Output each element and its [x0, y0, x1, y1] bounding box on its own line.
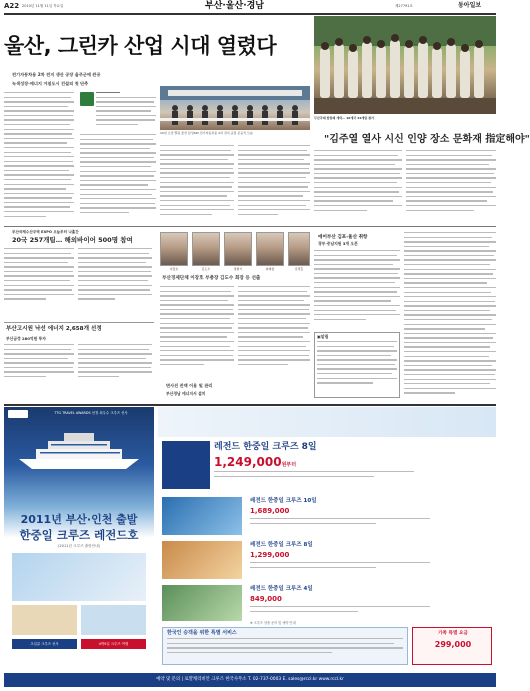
service-details — [167, 638, 403, 664]
lead-photo — [160, 86, 310, 130]
issue-date: 2010년 11월 11일 목요일 — [22, 4, 64, 8]
energy-body-col2 — [78, 344, 152, 392]
route2-price: 1,299,000 — [250, 551, 290, 559]
cruise-title-line2: 한중일 크루즈 레전드호 — [19, 528, 139, 542]
family-offer-title: 가족 특별 요금 — [438, 631, 468, 636]
airline-subheadline: 경부·중남지원 3개 오픈 — [318, 241, 358, 246]
award-text: TTG TRAVEL AWARDS 선정 최우수 크루즈 선사 — [54, 411, 128, 415]
cruise-ship-graphic — [14, 421, 144, 471]
economy-body-col1 — [160, 286, 234, 380]
energy-headline: 부산고시원 낙선 에너지 2,658개 선정 — [6, 326, 102, 332]
cruise-ad-left — [4, 407, 154, 669]
expo-body-col1 — [4, 248, 74, 318]
route1-title: 레전드 한중일 크루즈 10일 — [250, 498, 317, 504]
ad-top-banner — [158, 407, 496, 437]
ad-main-details — [214, 471, 414, 487]
route1-photo — [162, 497, 242, 535]
economy-body-col2 — [238, 286, 310, 380]
portrait-1 — [160, 232, 188, 266]
energy-body-col1 — [4, 344, 74, 392]
battery-graphic — [80, 92, 94, 106]
route1-price: 1,689,000 — [250, 507, 290, 515]
route1-details — [250, 518, 430, 534]
ad-note: ※ 크루즈 상품 문의 및 예약 안내 — [250, 621, 296, 625]
route3-price: 849,000 — [250, 595, 282, 603]
portrait-name-5: 강경흥 — [294, 267, 304, 271]
portrait-2 — [192, 232, 220, 266]
expo-kicker: 부산국제수산무역 EXPO 오늘부터 나흘간 — [12, 230, 79, 234]
notices-box — [314, 332, 400, 398]
route3-title: 레전드 한중일 크루즈 4일 — [250, 586, 313, 592]
inset-text — [96, 92, 156, 132]
service-panel — [162, 627, 408, 665]
route2-details — [250, 562, 430, 578]
lead-photo-caption: 10일 오전 열린 울산 삼성SDI 전기자동차용 2차 전지 공장 준공식 모습 — [160, 131, 253, 135]
energy-subheadline: 부산금정 280억원 투자 — [6, 336, 46, 341]
airline-headline: 에어부산 김포-울산 취항 — [318, 235, 368, 240]
choir-photo — [314, 16, 496, 114]
lead-divider — [4, 226, 496, 227]
ad-logo-panel — [162, 441, 210, 489]
lead-body-col4 — [238, 145, 310, 223]
family-offer-price: 299,000 — [434, 640, 472, 649]
masthead-rule — [4, 13, 496, 15]
route3-photo — [162, 585, 242, 621]
expo-body-col2 — [78, 248, 152, 318]
lead-body-col1 — [4, 92, 74, 222]
cruise-map-photo — [12, 553, 146, 601]
ad-footer-text: 예약 및 문의 | 로얄캐리비안 크루즈 한국사무소 T. 02-737-0003 E. sales@rccl.kr www.rccl.kr — [156, 677, 344, 682]
service-title: 한국인 승객을 위한 특별 서비스 — [167, 630, 237, 636]
quote-body-col1 — [314, 150, 402, 222]
cruise-deck-photo — [81, 605, 146, 635]
ad-main-price — [214, 455, 296, 472]
cruise-ad-right — [158, 407, 496, 669]
route2-photo — [162, 541, 242, 579]
lead-subheadline-2: 녹색성장·에너지 거점도시 건설의 첫 단추 — [12, 81, 89, 86]
ad-footer-bar — [4, 673, 496, 687]
cruise-badge-2: 4박5일 크루즈 여행 — [81, 639, 146, 649]
notices-heading: ▣알림 — [317, 334, 329, 339]
choir-photo-caption — [314, 116, 496, 130]
center2-subheadline: 부산경남 에너지서 설치 — [166, 391, 206, 396]
choir-caption-title: 무산국제 합창제 개막… 16개국 42개팀 참가 — [314, 116, 375, 120]
family-offer-panel — [412, 627, 492, 665]
portrait-name-3: 정현기 — [233, 267, 243, 271]
lead-headline: 울산, 그린카 산업 시대 열렸다 — [4, 34, 277, 58]
portrait-3 — [224, 232, 252, 266]
portrait-name-4: 최태창 — [265, 267, 275, 271]
lead-body-col3 — [160, 145, 234, 223]
issue-number: 제27791호 — [395, 4, 413, 8]
cruise-title-line1: 2011년 부산·인천 출발 — [20, 513, 138, 526]
cruise-title-line3: (2011년 크루즈 출항안내) — [57, 544, 100, 548]
cruise-badge-1: 초일류 크루즈 선사 — [12, 639, 77, 649]
ad-main-price-value: 1,249,000 — [214, 455, 282, 469]
quote-body-col2 — [406, 150, 496, 222]
cruise-pool-photo — [12, 605, 77, 635]
airline-body — [314, 250, 400, 328]
portrait-name-2: 김도수 — [201, 267, 211, 271]
notices-body — [315, 341, 399, 395]
expo-headline: 20국 257개팀… 해외바이어 500명 참여 — [12, 236, 133, 244]
lead-subheadline-1: 전기자동차용 2차 전지 생산 공장 울주군에 완공 — [12, 72, 101, 77]
ad-divider — [4, 404, 496, 406]
route3-details — [250, 606, 430, 620]
right-body-col — [404, 232, 496, 398]
ad-main-price-unit: 원부터 — [281, 462, 297, 468]
lead-body-col2 — [80, 134, 156, 222]
ad-main-title: 레전드 한중일 크루즈 8일 — [214, 442, 317, 452]
economy-headline: 부산경제단체 이장호 부총장 김도수 회장 등 선출 — [162, 276, 261, 281]
page-number: A22 — [4, 2, 20, 10]
section-title: 부산·울산·경남 — [205, 1, 265, 11]
portrait-5 — [288, 232, 310, 266]
route2-title: 레전드 한중일 크루즈 8일 — [250, 542, 313, 548]
left-divider — [4, 322, 154, 323]
portrait-4 — [256, 232, 284, 266]
cruise-logo — [8, 410, 28, 418]
center2-headline: 면사진 잔액 이용 및 관리 — [166, 383, 213, 388]
quote-headline: "김주열 열사 시신 인양 장소 문화재 指定해야" — [324, 134, 530, 145]
newspaper-logo: 동아일보 — [458, 2, 482, 9]
portrait-name-1: 이장호 — [169, 267, 179, 271]
